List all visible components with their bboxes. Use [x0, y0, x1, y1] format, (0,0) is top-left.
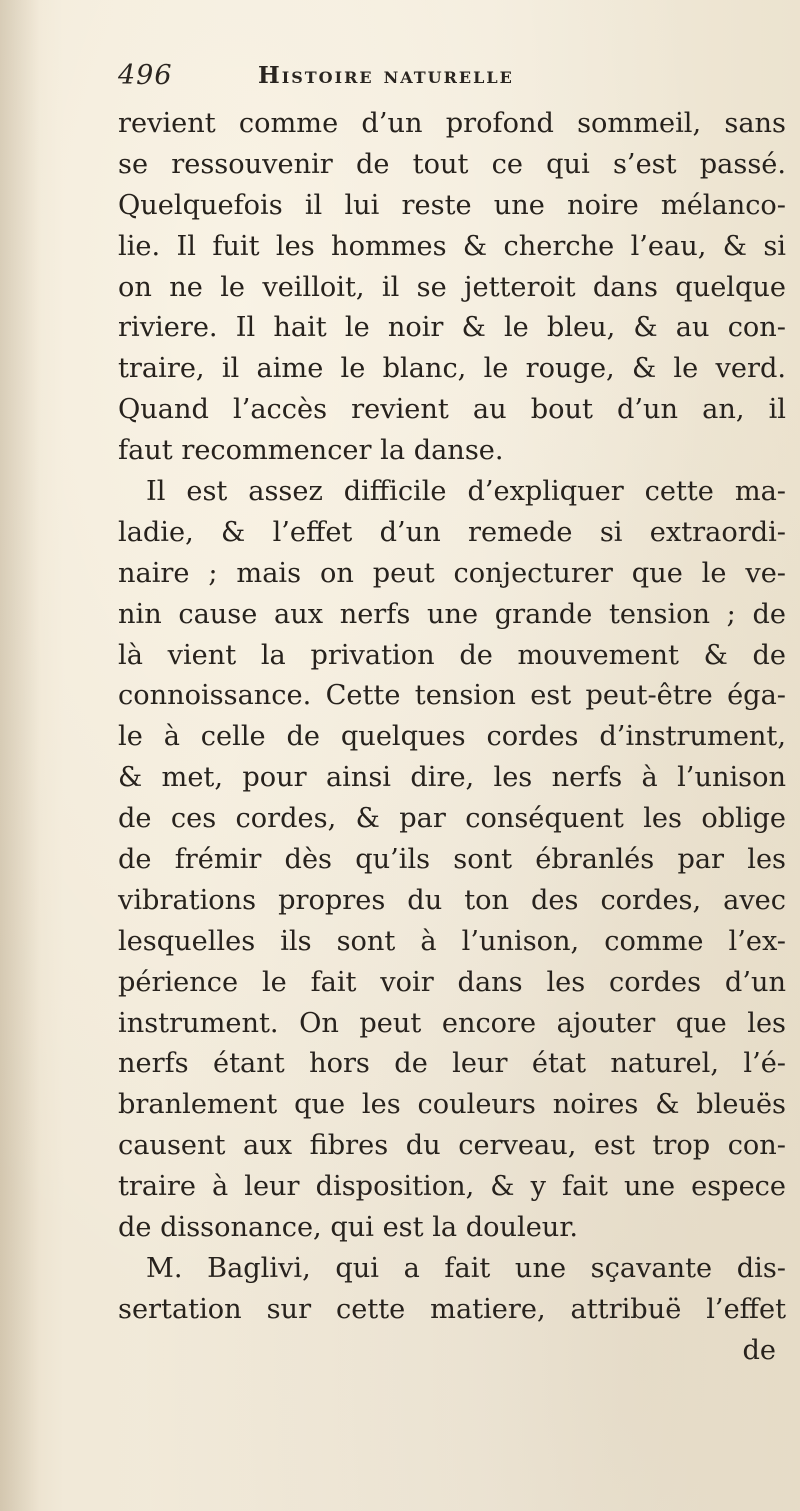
page-gutter-shadow: [0, 0, 40, 1511]
text-line: se ressouvenir de tout ce qui s’est passé.: [118, 148, 786, 180]
text-line: Quand l’accès revient au bout d’un an, il: [118, 394, 786, 426]
text-line: traire, il aime le blanc, le rouge, & le verd.: [118, 353, 786, 385]
text-line: de ces cordes, & par conséquent les oblige: [118, 803, 786, 835]
page-number: 496: [118, 60, 173, 91]
text-line: vibrations propres du ton des cordes, avec: [118, 884, 786, 916]
paragraph-start-line: Il est assez difficile d’expliquer cette ma-: [146, 476, 786, 508]
text-line: sertation sur cette matiere, attribuë l’effet: [118, 1293, 786, 1325]
catchword: de: [742, 1334, 776, 1366]
running-title: Histoire naturelle: [258, 62, 514, 89]
body-text: [118, 104, 786, 1372]
text-line: le à celle de quelques cordes d’instrument,: [118, 721, 786, 753]
text-line: périence le fait voir dans les cordes d’un: [118, 966, 786, 998]
text-line: Quelquefois il lui reste une noire mélanco-: [118, 189, 786, 221]
text-line: naire ; mais on peut conjecturer que le ve-: [118, 557, 786, 589]
text-line: lesquelles ils sont à l’unison, comme l’ex-: [118, 925, 786, 957]
text-line: instrument. On peut encore ajouter que les: [118, 1007, 786, 1039]
text-line: traire à leur disposition, & y fait une espece: [118, 1171, 786, 1203]
running-header: [118, 60, 778, 100]
paragraph-end-line: faut recommencer la danse.: [118, 435, 504, 467]
text-line: & met, pour ainsi dire, les nerfs à l’unison: [118, 762, 786, 794]
text-line: causent aux fibres du cerveau, est trop con-: [118, 1130, 786, 1162]
text-line: nin cause aux nerfs une grande tension ; de: [118, 598, 786, 630]
text-line: revient comme d’un profond sommeil, sans: [118, 108, 786, 139]
text-line: on ne le veilloit, il se jetteroit dans quelque: [118, 271, 786, 303]
paragraph-end-line: de dissonance, qui est la douleur.: [118, 1212, 578, 1244]
text-line: ladie, & l’effet d’un remede si extraordi-: [118, 516, 786, 548]
text-line: nerfs étant hors de leur état naturel, l’é-: [118, 1048, 786, 1080]
text-line: connoissance. Cette tension est peut-être éga-: [118, 680, 786, 712]
text-line: là vient la privation de mouvement & de: [118, 639, 786, 671]
text-line: de frémir dès qu’ils sont ébranlés par les: [118, 844, 786, 876]
text-line: riviere. Il hait le noir & le bleu, & au con-: [118, 312, 786, 344]
paragraph-start-line: M. Baglivi, qui a fait une sçavante dis-: [146, 1252, 786, 1284]
text-line: lie. Il fuit les hommes & cherche l’eau, & si: [118, 230, 786, 262]
text-line: branlement que les couleurs noires & bleuës: [118, 1089, 786, 1121]
